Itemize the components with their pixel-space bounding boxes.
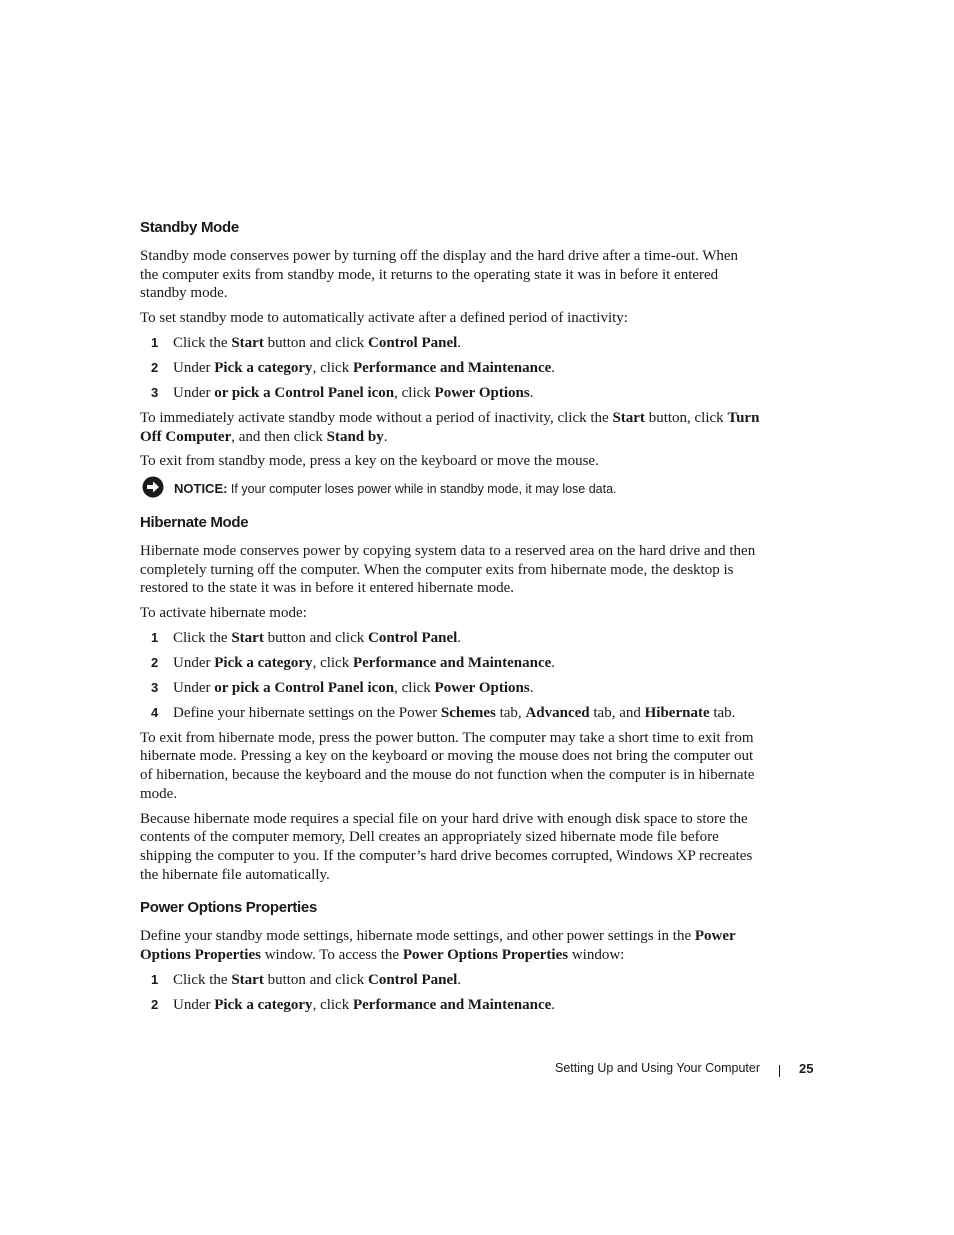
step-text: . [529, 384, 534, 401]
step-term: Schemes [440, 704, 496, 721]
list-item [140, 629, 760, 648]
step-term: or pick a Control Panel icon [214, 384, 395, 401]
step-text: tab, [495, 704, 526, 721]
standby-immediate [140, 409, 760, 446]
standby-intro: Standby mode conserves power by turning off the display and the hard drive after a time-out. When the computer exits from standby mode, it returns to the operating state it was in before it entered standby mode. [140, 248, 739, 302]
step-text: Under [173, 679, 215, 696]
notice-box [140, 479, 760, 499]
hibernate-steps [140, 629, 760, 723]
hibernate-file: Because hibernate mode requires a special file on your hard drive with enough disk space to store the contents of the computer memory, Dell creates an appropriately sized hibernate mode file before shipping the computer to you. If the computer’s hard drive becomes corrupted, Windows XP recreates the hibernate file automatically. [140, 810, 753, 883]
standby-steps [140, 334, 760, 403]
hibernate-lead: To activate hibernate mode: [140, 605, 307, 622]
step-text: . [457, 334, 462, 351]
standby-exit: To exit from standby mode, press a key on the keyboard or move the mouse. [140, 453, 599, 470]
step-term: Advanced [525, 704, 590, 721]
step-text: button and click [263, 334, 368, 351]
step-number: 1 [151, 334, 159, 350]
standby-lead: To set standby mode to automatically activate after a defined period of inactivity: [140, 310, 628, 327]
step-term: Start [231, 334, 264, 351]
para-term: Turn Off Computer [140, 409, 760, 445]
step-number: 3 [151, 384, 159, 400]
step-term: Performance and Maintenance [352, 359, 552, 376]
step-term: Pick a category [214, 654, 313, 671]
step-text: tab. [709, 704, 736, 721]
step-text: Under [173, 384, 215, 401]
para-text: window. To access the [260, 947, 403, 964]
step-term: Start [231, 971, 264, 988]
step-text: button and click [263, 629, 368, 646]
power-options-steps [140, 971, 760, 1015]
para-text: Define your standby mode settings, hibernate mode settings, and other power settings in the [140, 928, 695, 945]
section-heading-standby: Standby Mode [140, 219, 239, 236]
step-term: Control Panel [367, 629, 458, 646]
section-heading-power-options: Power Options Properties [140, 899, 318, 917]
para-term: Power Options Properties [402, 947, 569, 964]
para-text: window: [568, 947, 625, 964]
step-term: Performance and Maintenance [352, 996, 552, 1013]
para-term: Stand by [326, 428, 384, 445]
list-item [140, 384, 760, 403]
footer-divider [779, 1065, 780, 1077]
page-body [140, 218, 760, 1021]
step-number: 2 [151, 996, 159, 1012]
step-text: . [551, 996, 556, 1013]
step-text: , click [312, 654, 353, 671]
step-term: Control Panel [367, 971, 458, 988]
para-term: Power Options Properties [140, 928, 736, 964]
list-item [140, 359, 760, 378]
list-item [140, 334, 760, 353]
step-text: Under [173, 359, 215, 376]
para-text: . [383, 428, 388, 445]
footer-title: Setting Up and Using Your Computer [555, 1061, 760, 1075]
step-term: Start [231, 629, 264, 646]
step-text: Click the [173, 629, 232, 646]
step-term: Pick a category [214, 996, 313, 1013]
step-term: Power Options [434, 679, 530, 696]
step-number: 2 [151, 654, 159, 670]
step-text: Click the [173, 334, 232, 351]
para-text: To immediately activate standby mode without a period of inactivity, click the [140, 409, 613, 426]
notice-text: If your computer loses power while in standby mode, it may lose data. [227, 481, 617, 496]
list-item [140, 654, 760, 673]
step-term: Power Options [434, 384, 530, 401]
power-options-intro [140, 927, 760, 964]
step-text: Define your hibernate settings on the Power [173, 704, 441, 721]
step-text: . [551, 654, 556, 671]
list-item [140, 679, 760, 698]
step-number: 2 [151, 359, 159, 375]
step-number: 3 [151, 679, 159, 695]
step-term: Pick a category [214, 359, 313, 376]
step-number: 1 [151, 971, 159, 987]
step-term: Performance and Maintenance [352, 654, 552, 671]
step-text: Under [173, 996, 215, 1013]
step-number: 4 [151, 704, 159, 720]
step-text: Click the [173, 971, 232, 988]
list-item [140, 996, 760, 1015]
step-term: or pick a Control Panel icon [214, 679, 395, 696]
hibernate-exit: To exit from hibernate mode, press the power button. The computer may take a short time to exit from hibernate mode. Pressing a key on the keyboard or moving the mouse does not bring the computer out of hibernation, because the keyboard and the mouse do not function when the computer is in hibernate mode. [140, 729, 755, 802]
step-text: tab, and [589, 704, 645, 721]
step-term: Control Panel [367, 334, 458, 351]
notice-label: NOTICE: [174, 480, 228, 496]
step-text: . [529, 679, 534, 696]
step-text: button and click [263, 971, 368, 988]
step-text: . [457, 971, 462, 988]
step-text: Under [173, 654, 215, 671]
section-heading-hibernate: Hibernate Mode [140, 513, 249, 531]
step-text: , click [312, 996, 353, 1013]
list-item [140, 971, 760, 990]
step-text: , click [312, 359, 353, 376]
hibernate-intro: Hibernate mode conserves power by copying system data to a reserved area on the hard drive and then completely turning off the computer. When the computer exits from hibernate mode, the desktop is restored to the state it was in before it entered hibernate mode. [140, 542, 756, 597]
para-text: button, click [644, 409, 728, 426]
para-term: Start [612, 409, 645, 426]
page-number: 25 [799, 1061, 814, 1076]
notice-arrow-icon [142, 476, 164, 498]
step-number: 1 [151, 629, 159, 645]
step-text: , click [394, 679, 435, 696]
step-text: . [551, 359, 556, 376]
para-text: , and then click [231, 428, 327, 445]
step-text: . [457, 629, 462, 646]
step-term: Hibernate [644, 704, 710, 721]
list-item [140, 704, 760, 723]
step-text: , click [394, 384, 435, 401]
